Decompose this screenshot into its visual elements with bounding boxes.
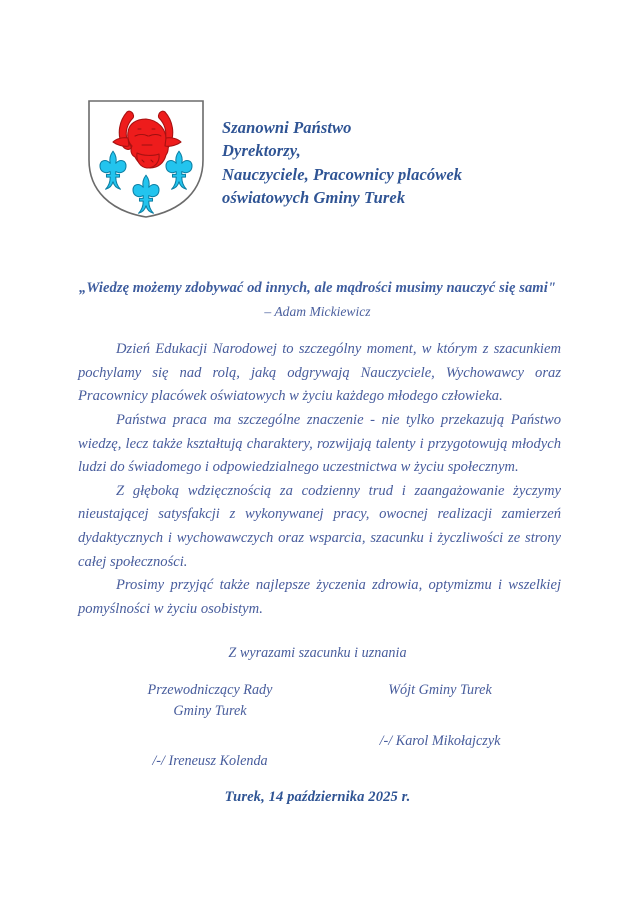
quote-text: „Wiedzę możemy zdobywać od innych, ale mądrości musimy nauczyć się sami"	[79, 280, 556, 296]
body-paragraph-1: Dzień Edukacji Narodowej to szczególny moment, w którym z szacunkiem pochylamy się nad rolą, jaką odgrywają Nauczyciele, Wychowawcy oraz Pracownicy placówek oświatowych w życiu każdego młodego człowieka.	[78, 341, 561, 405]
signature-left-role-line1: Przewodniczący Rady	[147, 682, 273, 698]
letter-body	[78, 338, 561, 622]
signature-left	[110, 680, 310, 772]
body-paragraph-3: Z głęboką wdzięcznością za codzienny trud i zaangażowanie życzymy nieustającej satysfakcji z wykonywanej pracy, owocnej realizacji zamierzeń dydaktycznych i wychowawczych oraz wsparcia, szacunku i życzliwości ze strony całej społeczności.	[78, 482, 561, 570]
signature-right-role	[340, 680, 540, 701]
place-and-date: Turek, 14 października 2025 r.	[224, 789, 411, 805]
signature-left-role	[110, 680, 310, 721]
addressee-line-3: Nauczyciele, Pracownicy placówek	[222, 164, 463, 184]
body-paragraph-4: Prosimy przyjąć także najlepsze życzenia zdrowia, optymizmu i wszelkiej pomyślności w życiu osobistym.	[78, 577, 561, 618]
signature-block	[110, 680, 540, 772]
addressee-line-2: Dyrektorzy,	[222, 141, 301, 161]
signature-left-role-line2: Gminy Turek	[173, 702, 247, 719]
signature-left-name: /-/ Ireneusz Kolenda	[152, 753, 268, 770]
addressee-line-1: Szanowni Państwo	[222, 118, 352, 137]
addressee-block	[222, 98, 462, 210]
addressee-line-4: oświatowych Gminy Turek	[222, 188, 406, 208]
quote-author: – Adam Mickiewicz	[264, 303, 371, 319]
signature-right	[340, 680, 540, 772]
coat-of-arms-icon	[86, 98, 206, 220]
letter-header	[0, 98, 635, 220]
closing-salutation: Z wyrazami szacunku i uznania	[228, 645, 407, 661]
coat-of-arms-crest	[86, 98, 206, 220]
epigraph-block	[0, 278, 635, 322]
signature-right-name: /-/ Karol Mikołajczyk	[379, 732, 501, 749]
body-paragraph-2: Państwa praca ma szczególne znaczenie - nie tylko przekazują Państwo wiedzę, lecz także kształtują charaktery, rozwijają talenty i przygotowują młodych ludzi do świadomego i odpowiedzialnego uczestnictwa w życiu społecznym.	[78, 411, 561, 476]
signature-right-role-line1: Wójt Gminy Turek	[388, 682, 492, 698]
